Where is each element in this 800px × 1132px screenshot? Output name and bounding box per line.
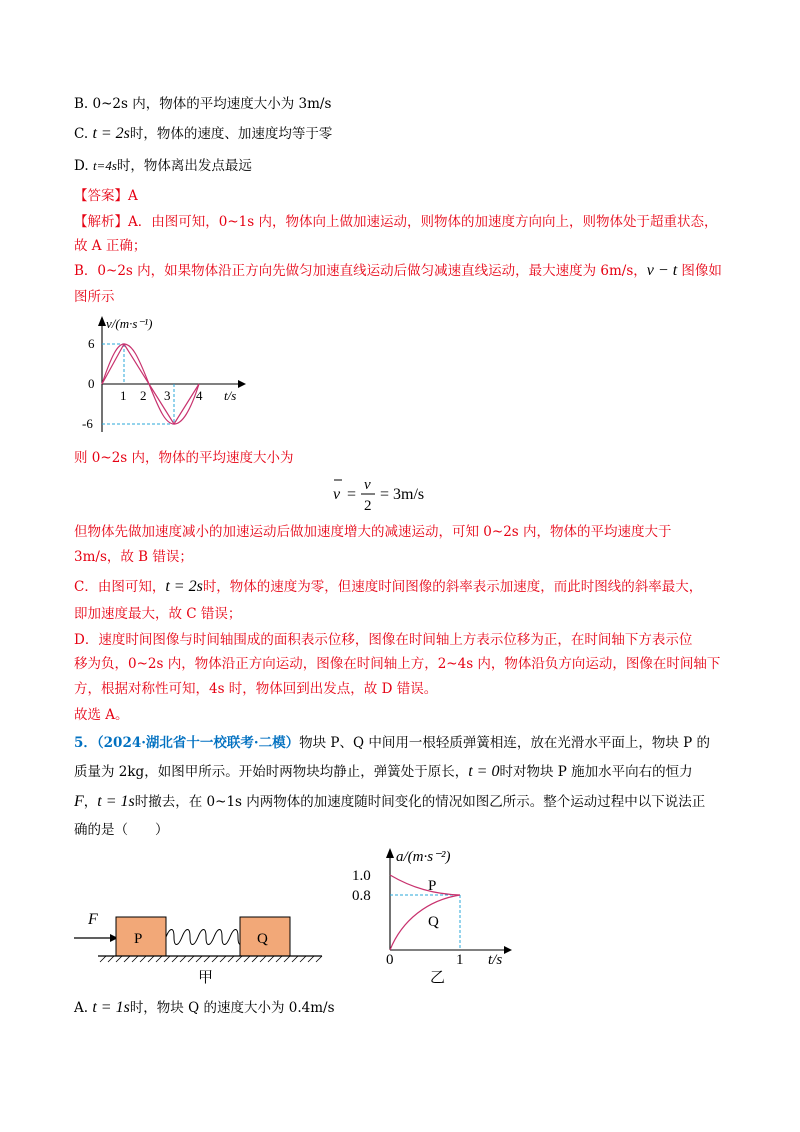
analysis-b-line2: 图所示 xyxy=(74,289,115,305)
q5-line1 xyxy=(74,733,710,753)
yi-y-arrow-icon xyxy=(386,848,394,858)
analysis-d-line1: D．速度时间图像与时间轴围成的面积表示位移，图像在时间轴上方表示位移为正，在时间轴下方表示位 xyxy=(74,632,693,648)
vt-graph xyxy=(80,312,260,444)
formula-avg-velocity xyxy=(328,472,458,516)
option-d xyxy=(74,156,252,176)
q5-text2-post: 时对物块 P 施加水平向右的恒力 xyxy=(499,764,693,780)
q5-option-a-math: t = 1s xyxy=(92,999,130,1016)
option-d-math: t=4s xyxy=(92,158,117,173)
vt-xtick-1: 1 xyxy=(120,388,127,403)
analysis-c-math: t = 2s xyxy=(165,578,203,595)
option-d-prefix: D. xyxy=(74,158,93,174)
analysis-b-more2: 3m/s，故 B 错误； xyxy=(74,549,193,565)
analysis-then-line: 则 0~2s 内，物体的平均速度大小为 xyxy=(74,450,294,466)
q5-option-a-prefix: A. xyxy=(74,1000,93,1016)
option-d-text: 时，物体离出发点最远 xyxy=(116,158,252,174)
yi-ytick-0-8: 0.8 xyxy=(352,888,371,904)
vt-ytick-0: 0 xyxy=(88,376,95,391)
analysis-c-line1 xyxy=(74,577,702,597)
q5-line2 xyxy=(74,762,693,782)
jia-force-label: F xyxy=(88,911,98,928)
analysis-b-text: B．0~2s 内，如果物体沿正方向先做匀加速直线运动后做匀减速直线运动，最大速度为 6m/s， xyxy=(74,263,647,279)
option-c-text: 时，物体的速度、加速度均等于零 xyxy=(129,126,333,142)
q5-math-t1: t = 1s xyxy=(97,793,135,810)
yi-curve-q xyxy=(390,895,460,950)
vt-y-arrow-icon xyxy=(98,316,106,326)
yi-y-label: a/(m·s⁻²) xyxy=(396,849,451,865)
q5-text1: 物块 P、Q 中间用一根轻质弹簧相连，放在光滑水平面上，物块 P 的 xyxy=(299,735,711,751)
vt-y-label: v/(m·s⁻¹) xyxy=(106,316,153,331)
vt-x-arrow-icon xyxy=(238,380,246,388)
option-c-math: t = 2s xyxy=(92,125,130,142)
analysis-b-text-post: 图像如 xyxy=(677,263,722,279)
analysis-b-more1: 但物体先做加速度减小的加速运动后做加速度增大的减速运动，可知 0~2s 内，物体的平均速度大于 xyxy=(74,524,672,540)
q5-text2: 质量为 2kg，如图甲所示。开始时两物块均静止，弹簧处于原长， xyxy=(74,764,469,780)
q5-text3: 时撤去，在 0~1s 内两物体的加速度随时间变化的情况如图乙所示。整个运动过程中以下说法正 xyxy=(134,794,706,810)
q5-sep: ， xyxy=(83,794,98,810)
yi-curve-p xyxy=(390,875,460,895)
jia-spring xyxy=(166,930,248,945)
option-c-prefix: C. xyxy=(74,126,93,142)
formula-rhs: = 3m/s xyxy=(380,486,425,503)
analysis-d-line2: 移为负，0~2s 内，物体沿正方向运动，图像在时间轴上方，2~4s 内，物体沿负方向运动，图像在时间轴下 xyxy=(74,656,721,672)
yi-x-arrow-icon xyxy=(504,946,512,954)
vt-xtick-3: 3 xyxy=(164,388,171,403)
formula-eq: = xyxy=(347,486,357,503)
yi-xtick-1: 1 xyxy=(456,952,464,968)
analysis-d-line3: 方，根据对称性可知，4s 时，物体回到出发点，故 D 错误。 xyxy=(74,681,438,697)
q5-line3 xyxy=(74,792,705,812)
q5-line4: 确的是（ ） xyxy=(74,822,169,838)
option-c xyxy=(74,124,332,144)
vt-ytick-6: 6 xyxy=(88,336,95,351)
analysis-c-text-post: 时，物体的速度为零，但速度时间图像的斜率表示加速度，而此时图线的斜率最大， xyxy=(202,579,703,595)
yi-label-q: Q xyxy=(428,914,439,930)
jia-block-p-label: P xyxy=(134,931,143,947)
option-b: B. 0~2s 内，物体的平均速度大小为 3m/s xyxy=(74,96,332,112)
analysis-c-text: C．由图可知， xyxy=(74,579,166,595)
vt-x-label: t/s xyxy=(224,388,237,403)
answer-label: 【答案】A xyxy=(74,188,138,204)
q5-number: 5． xyxy=(74,735,97,751)
yi-caption: 乙 xyxy=(430,970,446,986)
analysis-a-line1: 【解析】A．由图可知，0~1s 内，物体向上做加速运动，则物体的加速度方向向上，则物体处于超重状态， xyxy=(74,214,718,230)
yi-label-p: P xyxy=(428,878,437,894)
analysis-a-line2: 故 A 正确； xyxy=(74,238,147,254)
vt-xtick-2: 2 xyxy=(140,388,147,403)
figure-yi xyxy=(350,838,520,988)
q5-math-t0: t = 0 xyxy=(468,763,500,780)
jia-caption: 甲 xyxy=(198,970,214,986)
vt-ytick-neg6: -6 xyxy=(82,416,93,431)
jia-block-q-label: Q xyxy=(257,931,268,947)
q5-source: （2024·湖北省十一校联考·二模） xyxy=(96,735,300,751)
yi-ytick-1: 1.0 xyxy=(352,868,371,884)
formula-num: v xyxy=(364,477,371,493)
q5-option-a xyxy=(74,998,335,1018)
analysis-c-line2: 即加速度最大，故 C 错误； xyxy=(74,606,242,622)
yi-x-label: t/s xyxy=(488,952,503,968)
q5-math-f: F xyxy=(74,793,84,810)
analysis-choose: 故选 A。 xyxy=(74,707,129,723)
vt-xtick-4: 4 xyxy=(196,388,203,403)
yi-origin: 0 xyxy=(386,952,394,968)
formula-den: 2 xyxy=(364,498,372,514)
q5-option-a-text: 时，物块 Q 的速度大小为 0.4m/s xyxy=(129,1000,335,1016)
analysis-b-line1 xyxy=(74,261,722,281)
analysis-b-math: v − t xyxy=(646,262,678,279)
figure-jia xyxy=(70,900,330,990)
formula-vbar: v xyxy=(333,486,341,503)
jia-ground-hatch xyxy=(100,956,322,962)
